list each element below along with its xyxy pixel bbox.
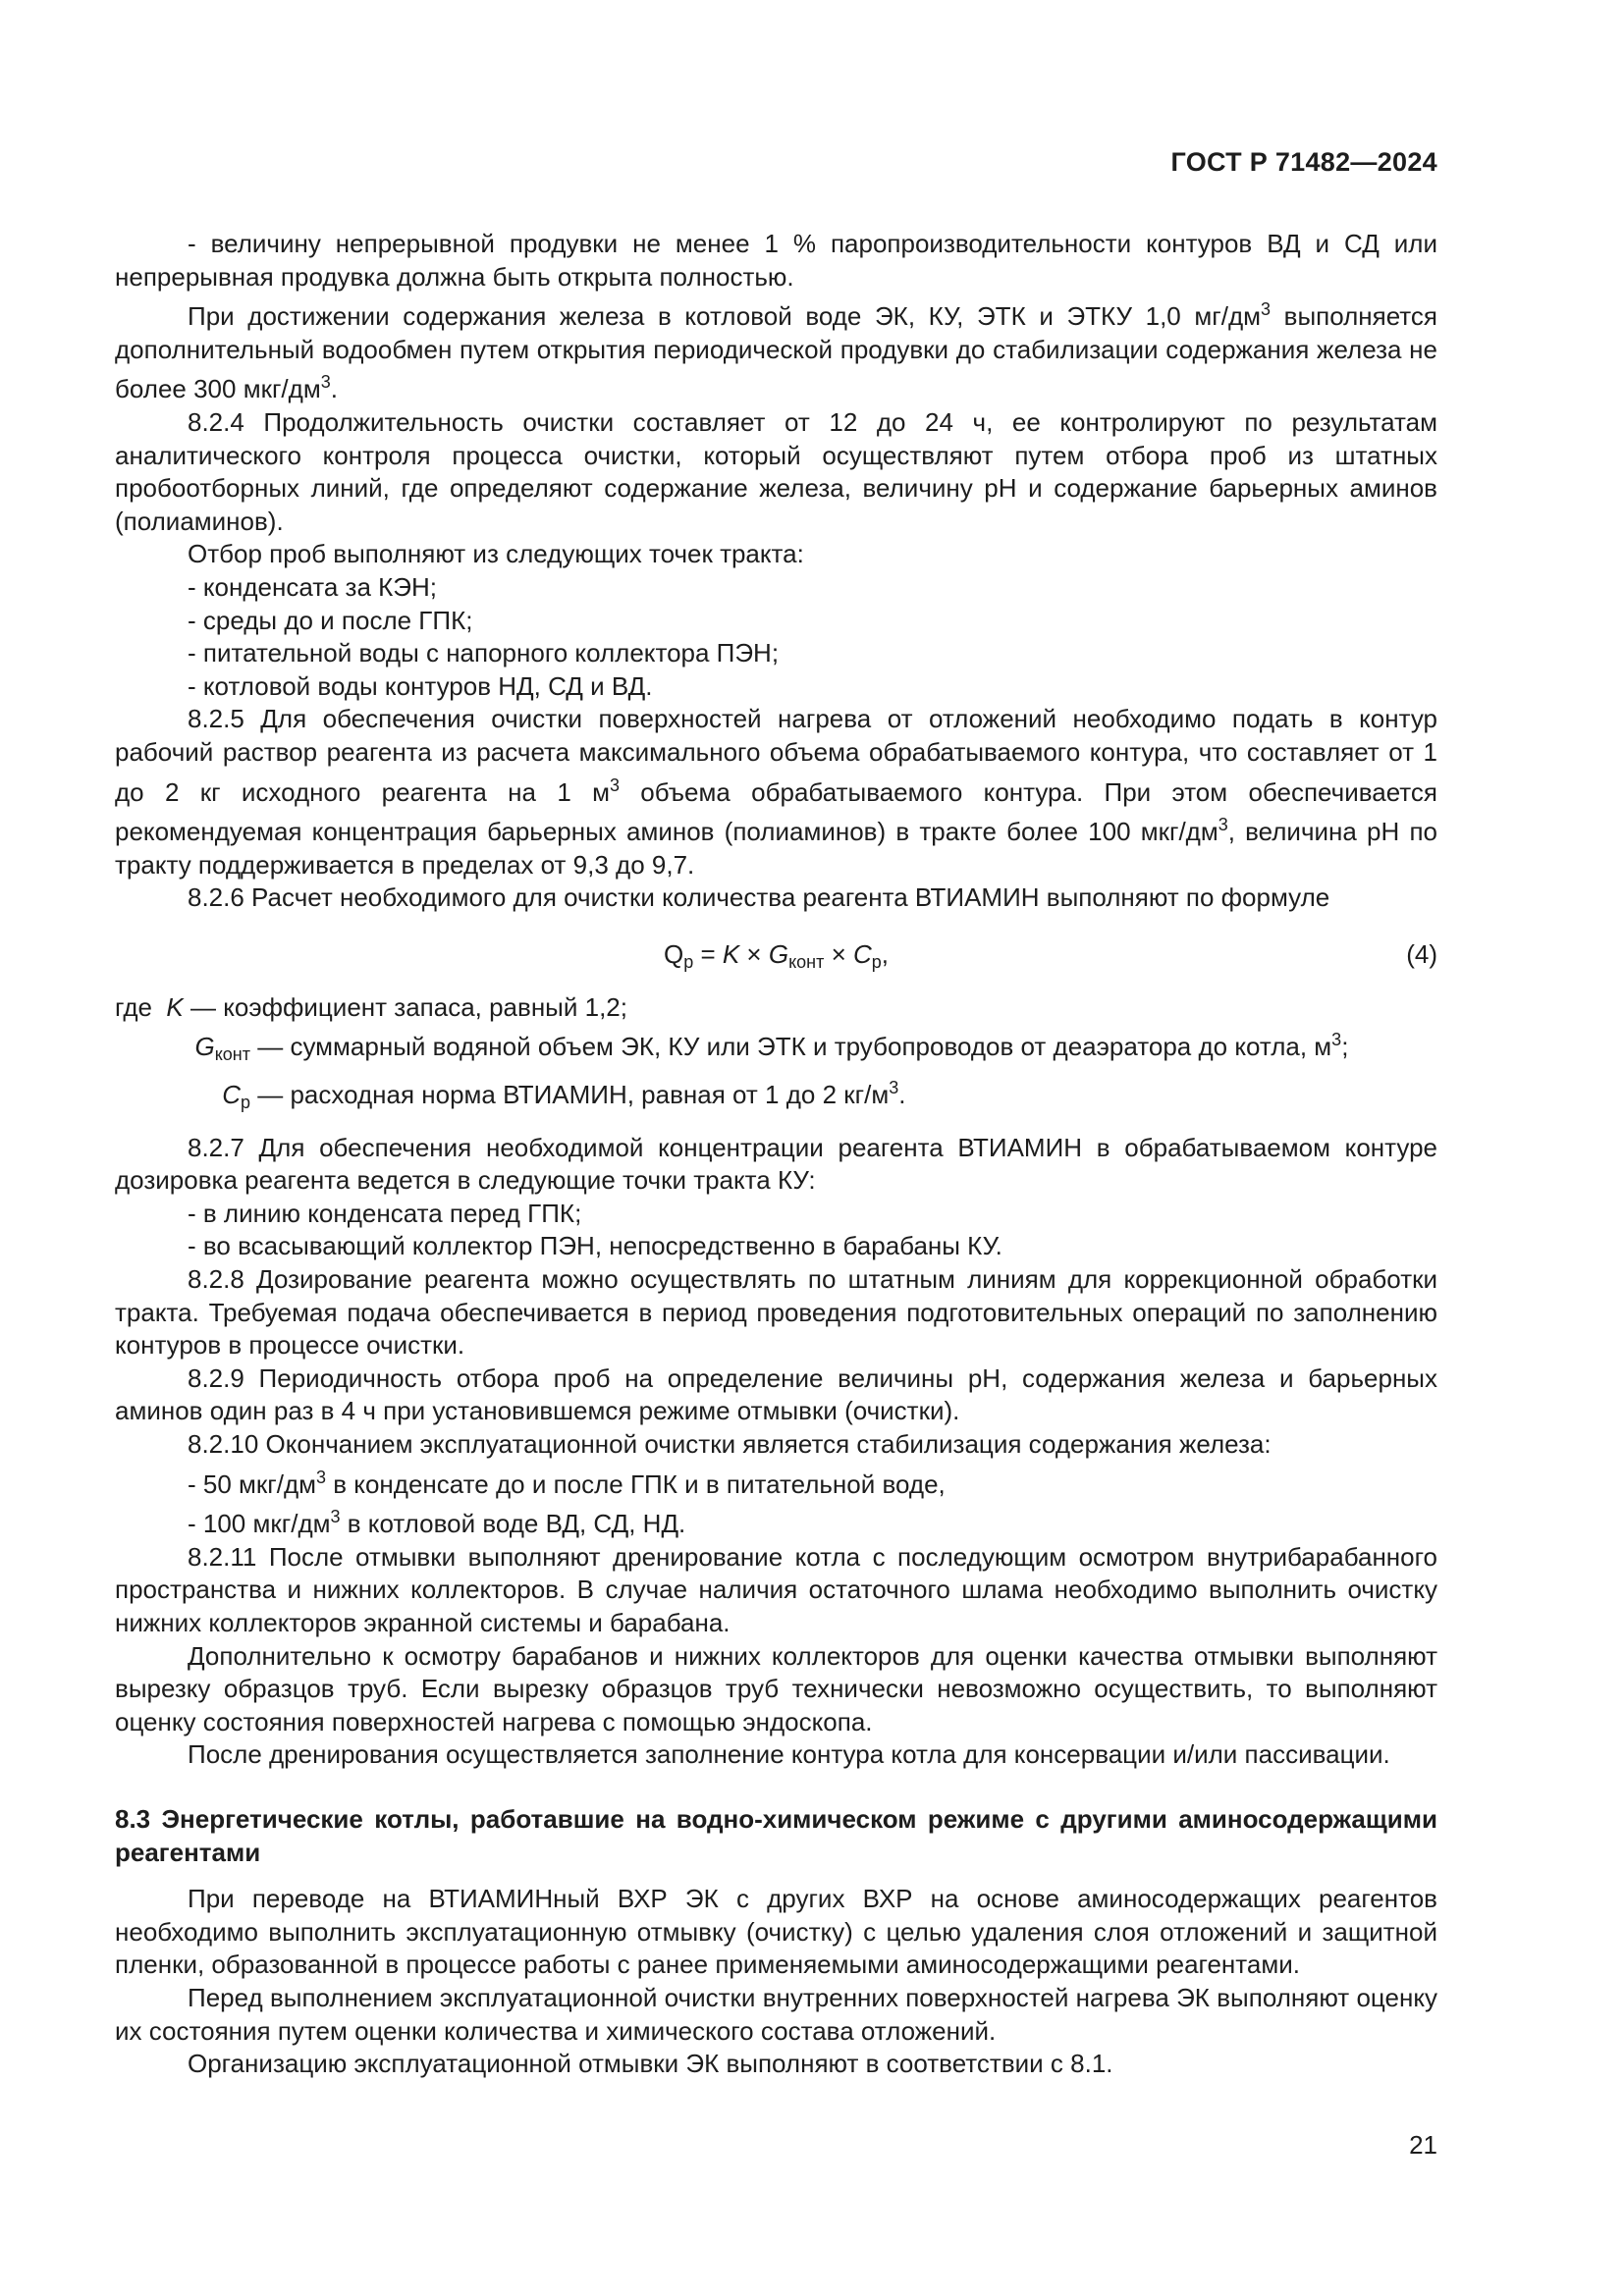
text-fragment: 8.2.5 Для обеспечения очистки поверхностей нагрева от отложений необходимо подать в контур рабочий раствор реагента из расчета максимального объема обрабатываемого контура, что составляет от 1 до 2 кг исходного реагента на 1 м <box>115 704 1437 807</box>
text-fragment: суммарный водяной объем ЭК, КУ или ЭТК и трубопроводов от деаэратора до котла, м <box>290 1032 1332 1062</box>
legend-row-c <box>115 1072 1437 1120</box>
formula-operator: = <box>693 938 723 969</box>
sampling-points-list <box>115 571 1437 703</box>
paragraph-8-2-8: 8.2.8 Дозирование реагента можно осуществлять по штатным линиям для коррекционной обработки тракта. Требуемая подача обеспечивается в период проведения подготовительных операций по заполнению контуров в процессе очистки. <box>115 1264 1437 1361</box>
text-fragment: в конденсате до и после ГПК и в питательной воде, <box>326 1468 946 1499</box>
legend-row-k <box>115 991 1437 1025</box>
list-item <box>115 1462 1437 1502</box>
legend-c-text <box>290 1072 905 1112</box>
formula-c-subscript: р <box>871 951 882 972</box>
paragraph-8-3-organization: Организацию эксплуатационной отмывки ЭК выполняют в соответствии с 8.1. <box>188 2049 1113 2079</box>
paragraph-iron-content <box>115 294 1437 406</box>
formula-q: Q <box>663 938 684 969</box>
paragraph-8-2-11: 8.2.11 После отмывки выполняют дренирование котла с последующим осмотром внутрибарабанного пространства и нижних коллекторов. В случае наличия остаточного шлама необходимо выполнить очистку нижних коллекторов экранной системы и барабана. <box>115 1541 1437 1637</box>
superscript: 3 <box>1331 1030 1342 1050</box>
paragraph-8-2-9: 8.2.9 Периодичность отбора проб на определение величины рН, содержания железа и барьерных аминов один раз в 4 ч при установившемся режиме отмывки (очистки). <box>115 1362 1437 1426</box>
list-item: - в линию конденсата перед ГПК; <box>188 1198 582 1228</box>
list-item: - питательной воды с напорного коллектора ПЭН; <box>188 638 780 668</box>
dosing-points-list <box>115 1198 1437 1263</box>
superscript: 3 <box>1261 299 1272 320</box>
superscript: 3 <box>320 372 331 393</box>
text-fragment: расходная норма ВТИАМИН, равная от 1 до 2 кг/м <box>290 1080 890 1110</box>
paragraph-8-2-5 <box>115 703 1437 881</box>
formula-g-subscript: конт <box>788 951 825 972</box>
text-fragment: в котловой воде ВД, СД, НД. <box>340 1509 686 1539</box>
formula-end: , <box>881 938 890 969</box>
text-fragment: ; <box>1341 1032 1349 1062</box>
formula-operator: × <box>739 938 769 969</box>
formula-g: G <box>768 938 789 969</box>
paragraph-8-2-7: 8.2.7 Для обеспечения необходимой концентрации реагента ВТИАМИН в обрабатываемом контуре дозировка реагента ведется в следующие точки тракта КУ: <box>115 1132 1437 1196</box>
formula-c: C <box>853 938 872 969</box>
legend-g-text <box>290 1024 1348 1064</box>
paragraph-8-2-10: 8.2.10 Окончанием эксплуатационной очистки является стабилизация содержания железа: <box>188 1429 1272 1459</box>
text-fragment: , величина рН по тракту поддерживается в пределах от 9,3 до 9,7. <box>115 817 1437 880</box>
list-item: - котловой воды контуров НД, СД и ВД. <box>188 670 653 701</box>
list-item: - во всасывающий коллектор ПЭН, непосредственно в барабаны КУ. <box>188 1231 1002 1261</box>
legend-symbol <box>115 1079 250 1120</box>
legend-c-symbol: C <box>222 1080 241 1110</box>
text-fragment: . <box>330 374 338 404</box>
text-fragment: выполняется дополнительный водообмен путем открытия периодической продувки до стабилизации содержания железа не более 300 мкг/дм <box>115 301 1437 404</box>
formula-operator: × <box>824 938 853 969</box>
paragraph-after-drainage: После дренирования осуществляется заполнение контура котла для консервации и/или пассивации. <box>188 1739 1390 1770</box>
paragraph-continuous-blowdown: - величину непрерывной продувки не менее 1 % паропроизводительности контуров ВД и СД или непрерывная продувка должна быть открыта полностью. <box>115 229 1437 292</box>
superscript: 3 <box>609 774 620 795</box>
text-fragment: - 100 мкг/дм <box>188 1509 331 1539</box>
text-fragment: При достижении содержания железа в котловой воде ЭК, КУ, ЭТК и ЭТКУ 1,0 мг/дм <box>188 301 1261 332</box>
paragraph-8-2-4: 8.2.4 Продолжительность очистки составляет от 12 до 24 ч, ее контролируют по результатам аналитического контроля процесса очистки, который осуществляют путем отбора проб из штатных пробоотборных линий, где определяют содержание железа, величину рН и содержание барьерных аминов (полиаминов). <box>115 406 1437 536</box>
formula-expression <box>663 938 890 972</box>
paragraph-8-3-transition: При переводе на ВТИАМИНный ВХР ЭК с других ВХР на основе аминосодержащих реагентов необходимо выполнить эксплуатационную отмывку (очистку) с целью удаления слоя отложений и защитной пленки, образованной в процессе работы с ранее применяемыми аминосодержащими реагентами. <box>115 1884 1437 1980</box>
legend-lead: где <box>115 991 152 1022</box>
list-item <box>115 1501 1437 1541</box>
superscript: 3 <box>889 1078 899 1098</box>
legend-dash: — <box>250 1080 291 1110</box>
formula-k: K <box>722 938 740 969</box>
superscript: 3 <box>1218 815 1228 835</box>
legend-dash: — <box>250 1032 291 1062</box>
iron-limits-list <box>115 1462 1437 1541</box>
text-fragment: - 50 мкг/дм <box>188 1468 317 1499</box>
formula-number: (4) <box>1406 938 1437 969</box>
legend-g-symbol: G <box>194 1032 215 1062</box>
paragraph-sampling-points: Отбор проб выполняют из следующих точек тракта: <box>188 539 804 569</box>
document-id-header: ГОСТ Р 71482—2024 <box>1170 147 1437 177</box>
legend-k-text: коэффициент запаса, равный 1,2; <box>223 991 627 1022</box>
section-heading-8-3: 8.3 Энергетические котлы, работавшие на водно-химическом режиме с другими аминосодержащими реагентами <box>115 1803 1437 1867</box>
formula-q-subscript: р <box>683 951 694 972</box>
legend-symbol <box>115 991 184 1025</box>
superscript: 3 <box>330 1507 341 1527</box>
list-item: - конденсата за КЭН; <box>188 571 437 602</box>
legend-row-g <box>115 1024 1437 1072</box>
legend-k-symbol: K <box>166 991 184 1022</box>
superscript: 3 <box>316 1467 327 1487</box>
page-number: 21 <box>1409 2130 1437 2160</box>
paragraph-8-2-6: 8.2.6 Расчет необходимого для очистки количества реагента ВТИАМИН выполняют по формуле <box>188 882 1330 913</box>
legend-dash: — <box>183 991 224 1022</box>
text-fragment: . <box>898 1080 906 1110</box>
text-fragment: объема обрабатываемого контура. При этом обеспечивается рекомендуемая концентрация барьерных аминов (полиаминов) в тракте более 100 мкг/дм <box>115 776 1437 847</box>
legend-c-subscript: р <box>240 1093 250 1113</box>
legend-g-subscript: конт <box>214 1044 250 1065</box>
page-body <box>115 228 1437 2081</box>
formula-legend <box>115 991 1437 1120</box>
list-item: - среды до и после ГПК; <box>188 605 473 635</box>
paragraph-8-3-assessment: Перед выполнением эксплуатационной очистки внутренних поверхностей нагрева ЭК выполняют оценку их состояния путем оценки количества и химического состава отложений. <box>115 1982 1437 2046</box>
legend-symbol <box>115 1031 250 1072</box>
formula-4 <box>115 934 1437 974</box>
paragraph-tube-samples: Дополнительно к осмотру барабанов и нижних коллекторов для оценки качества отмывки выполняют вырезку образцов труб. Если вырезку образцов труб технически невозможно осуществить, то выполняют оценку состояния поверхностей нагрева с помощью эндоскопа. <box>115 1640 1437 1736</box>
